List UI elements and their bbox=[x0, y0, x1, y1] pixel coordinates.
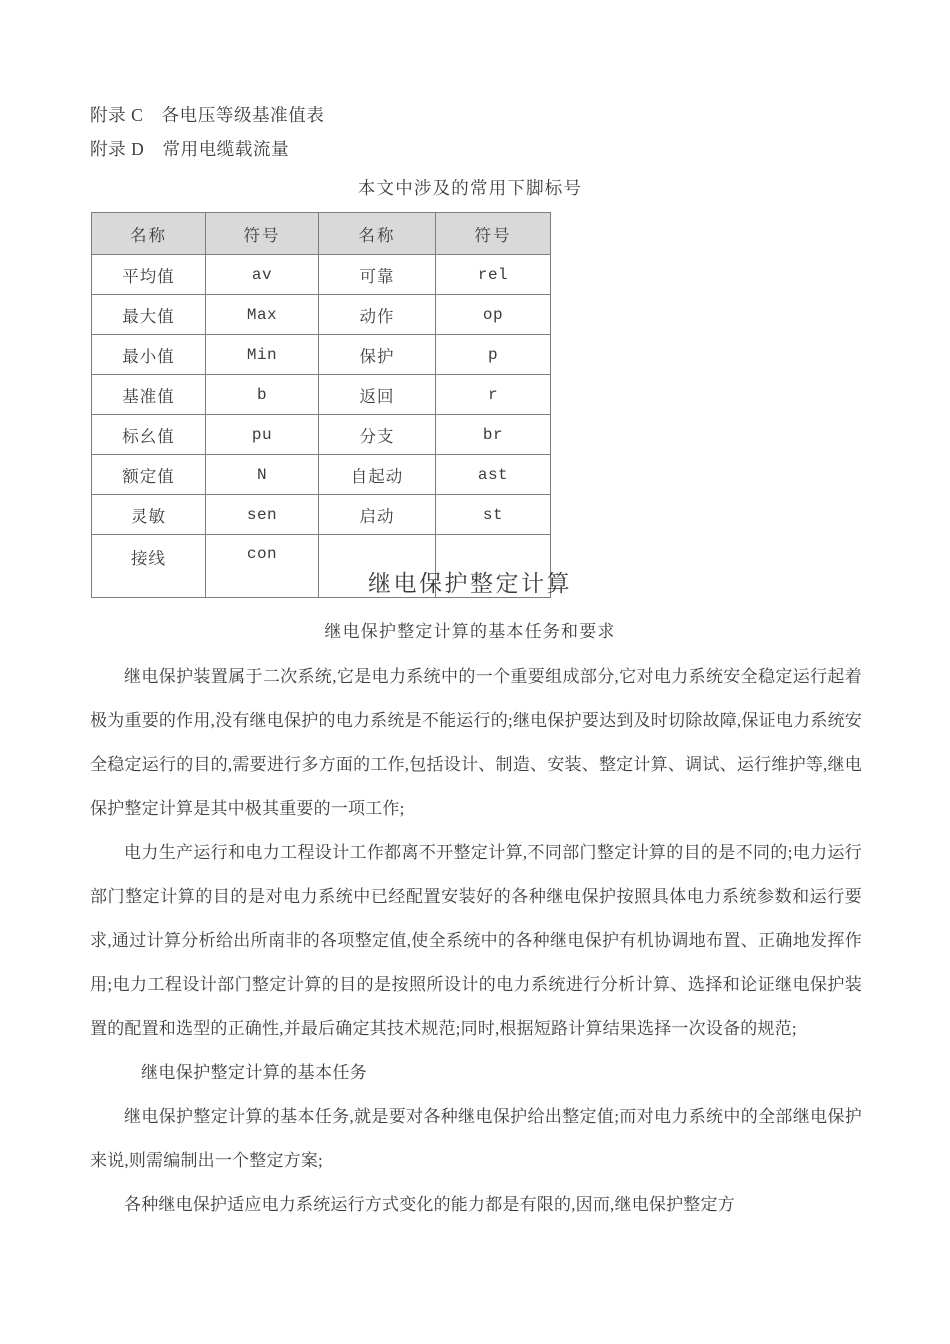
cell-symbol-1: pu bbox=[206, 415, 319, 455]
cell-name-1: 标幺值 bbox=[92, 415, 206, 455]
cell-symbol-2: op bbox=[436, 295, 551, 335]
cell-symbol-2: br bbox=[436, 415, 551, 455]
cell-name-2: 保护 bbox=[319, 335, 436, 375]
table-header-row bbox=[92, 213, 551, 255]
cell-name-2: 动作 bbox=[319, 295, 436, 335]
cell-symbol-1: con bbox=[206, 535, 319, 598]
table-row bbox=[92, 295, 551, 335]
subscript-symbols-table bbox=[91, 212, 551, 598]
section-subheading: 继电保护整定计算的基本任务和要求 bbox=[324, 622, 616, 641]
cell-symbol-1: Min bbox=[206, 335, 319, 375]
cell-symbol-2: ast bbox=[436, 455, 551, 495]
column-header-symbol-1: 符号 bbox=[206, 213, 319, 255]
cell-name-2: 自起动 bbox=[319, 455, 436, 495]
cell-name-1: 最小值 bbox=[92, 335, 206, 375]
cell-symbol-2: p bbox=[436, 335, 551, 375]
cell-name-2: 可靠 bbox=[319, 255, 436, 295]
table-row bbox=[92, 495, 551, 535]
cell-symbol-1: N bbox=[206, 455, 319, 495]
paragraph: 继电保护整定计算的基本任务,就是要对各种继电保护给出整定值;而对电力系统中的全部继电保护来说,则需编制出一个整定方案; bbox=[90, 1107, 862, 1170]
cell-symbol-2: r bbox=[436, 375, 551, 415]
appendix-line-c: 附录 C 各电压等级基准值表 bbox=[90, 105, 325, 125]
paragraph: 电力生产运行和电力工程设计工作都离不开整定计算,不同部门整定计算的目的是不同的;电力运行部门整定计算的目的是对电力系统中已经配置安装好的各种继电保护按照具体电力系统参数和运行要求,通过计算分析给出所南非的各项整定值,使全系统中的各种继电保护有机协调地布置、正确地发挥作用;电力工程设计部门整定计算的目的是按照所设计的电力系统进行分析计算、选择和论证继电保护装置的配置和选型的正确性,并最后确定其技术规范;同时,根据短路计算结果选择一次设备的规范; bbox=[90, 843, 862, 1038]
paragraph: 各种继电保护适应电力系统运行方式变化的能力都是有限的,因而,继电保护整定方 bbox=[124, 1195, 735, 1214]
body-content bbox=[90, 655, 862, 1227]
cell-name-1: 接线 bbox=[92, 535, 206, 598]
column-header-name-2: 名称 bbox=[319, 213, 436, 255]
cell-name-1: 平均值 bbox=[92, 255, 206, 295]
table-row bbox=[92, 455, 551, 495]
page-title: 继电保护整定计算 bbox=[368, 571, 572, 596]
section-heading: 继电保护整定计算的基本任务 bbox=[141, 1063, 368, 1082]
cell-symbol-2: rel bbox=[436, 255, 551, 295]
cell-name-2: 分支 bbox=[319, 415, 436, 455]
cell-symbol-2: st bbox=[436, 495, 551, 535]
cell-symbol-1: sen bbox=[206, 495, 319, 535]
cell-symbol-1: Max bbox=[206, 295, 319, 335]
appendix-list bbox=[90, 98, 790, 166]
table-row bbox=[92, 375, 551, 415]
table-row bbox=[92, 255, 551, 295]
table-caption: 本文中涉及的常用下脚标号 bbox=[357, 178, 583, 198]
paragraph: 继电保护装置属于二次系统,它是电力系统中的一个重要组成部分,它对电力系统安全稳定运行起着极为重要的作用,没有继电保护的电力系统是不能运行的;继电保护要达到及时切除故障,保证电力系统安全稳定运行的目的,需要进行多方面的工作,包括设计、制造、安装、整定计算、调试、运行维护等,继电保护整定计算是其中极其重要的一项工作; bbox=[90, 667, 862, 818]
cell-name-2: 返回 bbox=[319, 375, 436, 415]
cell-name-2: 启动 bbox=[319, 495, 436, 535]
cell-name-1: 灵敏 bbox=[92, 495, 206, 535]
cell-symbol-1: b bbox=[206, 375, 319, 415]
table-row bbox=[92, 415, 551, 455]
cell-name-1: 额定值 bbox=[92, 455, 206, 495]
column-header-name-1: 名称 bbox=[92, 213, 206, 255]
column-header-symbol-2: 符号 bbox=[436, 213, 551, 255]
table-row bbox=[92, 335, 551, 375]
cell-name-1: 基准值 bbox=[92, 375, 206, 415]
cell-symbol-1: av bbox=[206, 255, 319, 295]
cell-name-1: 最大值 bbox=[92, 295, 206, 335]
appendix-line-d: 附录 D 常用电缆载流量 bbox=[90, 139, 290, 159]
